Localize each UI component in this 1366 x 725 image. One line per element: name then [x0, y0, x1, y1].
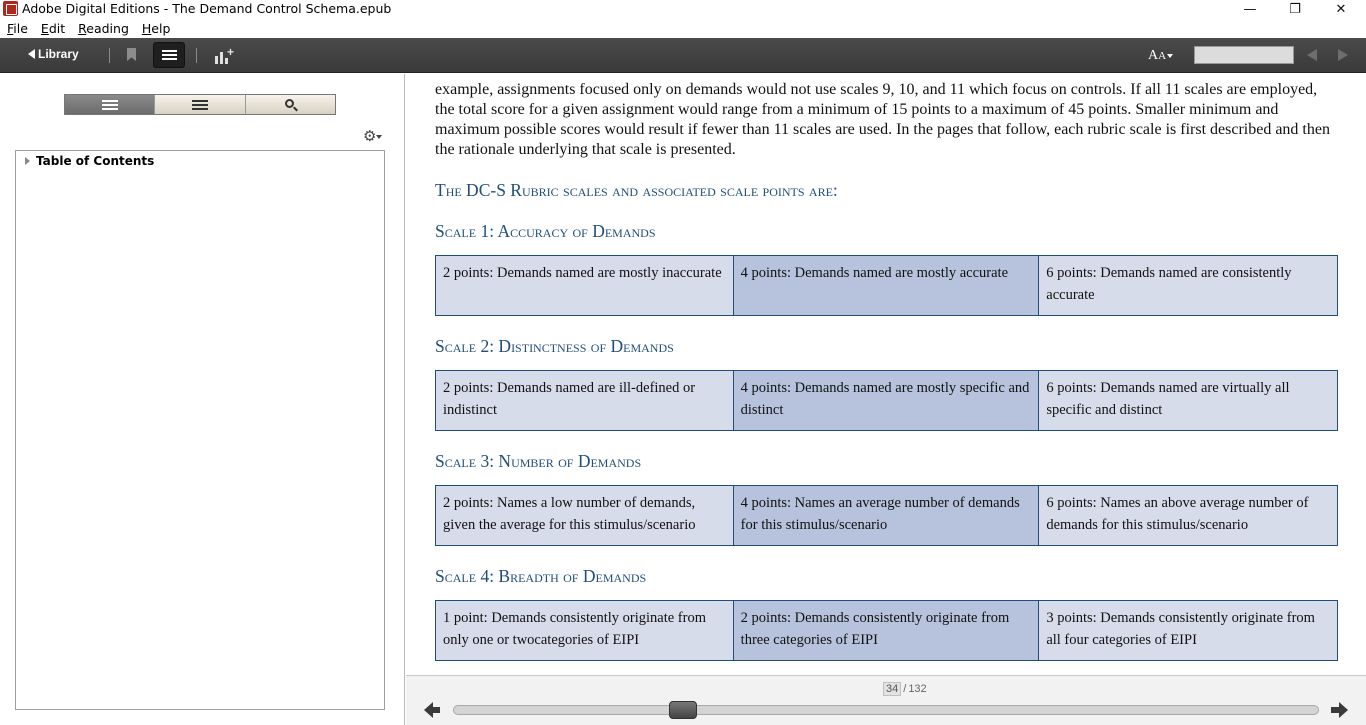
toolbar-divider [109, 48, 110, 63]
toc-panel [15, 150, 385, 710]
next-page-arrow-icon[interactable] [1331, 702, 1348, 719]
rubric-cell: 2 points: Demands consistently originate from three categories of EIPI [733, 601, 1039, 661]
rubric-table [435, 600, 1338, 661]
table-row [436, 486, 1338, 546]
table-row [436, 601, 1338, 661]
tab-search[interactable] [246, 95, 335, 114]
library-button[interactable] [28, 47, 79, 61]
maximize-button[interactable]: ❐ [1289, 1, 1301, 17]
table-row [436, 256, 1338, 316]
next-result-icon[interactable] [1338, 49, 1348, 61]
total-pages: 132 [908, 683, 927, 695]
window-title: Adobe Digital Editions - The Demand Control Schema.epub [22, 1, 392, 16]
rubric-cell: 1 point: Demands consistently originate from only one or twocategories of EIPI [436, 601, 734, 661]
search-icon [285, 99, 294, 108]
sidebar [0, 74, 405, 725]
minimize-button[interactable]: — [1243, 1, 1257, 17]
gear-icon: ⚙ [363, 127, 377, 145]
scale-heading: Scale 3: Number of Demands [435, 451, 642, 471]
font-size-button[interactable]: AA [1148, 48, 1173, 64]
menu-file[interactable]: File [7, 21, 28, 36]
page-slider-track[interactable] [453, 705, 1319, 715]
expand-triangle-icon[interactable] [25, 157, 30, 165]
rubric-cell: 2 points: Demands named are ill-defined or indistinct [436, 371, 734, 431]
tab-bookmarks[interactable] [155, 95, 245, 114]
rubric-cell: 2 points: Names a low number of demands, given the average for this stimulus/scenario [436, 486, 734, 546]
rubric-cell: 6 points: Demands named are consistently accurate [1039, 256, 1338, 316]
close-button[interactable]: ✕ [1335, 1, 1347, 17]
title-bar [0, 0, 1366, 18]
toolbar [0, 38, 1366, 73]
rubric-table [435, 255, 1338, 316]
library-label: Library [38, 47, 79, 61]
toc-view-button[interactable] [153, 42, 185, 68]
rubric-cell: 3 points: Demands consistently originate from all four categories of EIPI [1039, 601, 1338, 661]
previous-page-arrow-icon[interactable] [424, 702, 441, 719]
toc-item[interactable] [25, 154, 154, 168]
rubric-cell: 6 points: Demands named are virtually all specific and distinct [1039, 371, 1338, 431]
table-row [436, 371, 1338, 431]
scale-heading: Scale 1: Accuracy of Demands [435, 221, 656, 241]
rubric-cell: 4 points: Names an average number of demands for this stimulus/scenario [733, 486, 1039, 546]
search-input[interactable] [1194, 46, 1294, 64]
app-logo-icon [3, 1, 18, 16]
settings-menu-button[interactable] [363, 127, 382, 145]
add-chart-icon[interactable]: + [215, 48, 233, 64]
sidebar-view-switcher [64, 94, 336, 115]
rubric-table [435, 485, 1338, 546]
rubric-cell: 2 points: Demands named are mostly inaccurate [436, 256, 734, 316]
toolbar-divider [196, 48, 197, 63]
scale-heading: Scale 4: Breadth of Demands [435, 566, 647, 586]
menu-help[interactable]: Help [141, 21, 171, 36]
chevron-down-icon [376, 135, 382, 139]
section-heading: The DC-S Rubric scales and associated scale points are: [435, 180, 838, 200]
reading-pane [406, 74, 1366, 675]
back-arrow-icon [28, 49, 35, 59]
list-icon [102, 100, 118, 110]
current-page-field[interactable]: 34 [883, 682, 901, 696]
scale-heading: Scale 2: Distinctness of Demands [435, 336, 674, 356]
rubric-cell: 6 points: Names an above average number of demands for this stimulus/scenario [1039, 486, 1338, 546]
bookmark-icon[interactable] [127, 48, 136, 61]
menu-bar [0, 20, 1366, 38]
rubric-table [435, 370, 1338, 431]
menu-reading[interactable]: Reading [78, 21, 129, 36]
rubric-cell: 4 points: Demands named are mostly accurate [733, 256, 1039, 316]
intro-paragraph: example, assignments focused only on demands would not use scales 9, 10, and 11 which focus on controls. If all 11 scales are employed, the total score for a given assignment would range from a minimum of 15 points to a maximum of 45 points. Smaller minimum and maximum possible scores would result if fewer than 11 scales are used. In the pages that follow, each rubric scale is first described and then the rationale underlying that scale is presented. [435, 81, 1330, 158]
tab-table-of-contents[interactable] [65, 95, 155, 114]
menu-edit[interactable]: Edit [40, 21, 66, 36]
bookmark-list-icon [192, 100, 208, 110]
previous-result-icon[interactable] [1307, 49, 1317, 61]
page-navigation-bar [406, 675, 1366, 725]
page-slider-thumb[interactable] [669, 701, 697, 719]
chevron-down-icon [1167, 54, 1173, 58]
toc-item-label: Table of Contents [36, 154, 155, 168]
page-indicator: 34 / 132 [883, 682, 927, 696]
rubric-cell: 4 points: Demands named are mostly specific and distinct [733, 371, 1039, 431]
book-page [435, 80, 1339, 661]
